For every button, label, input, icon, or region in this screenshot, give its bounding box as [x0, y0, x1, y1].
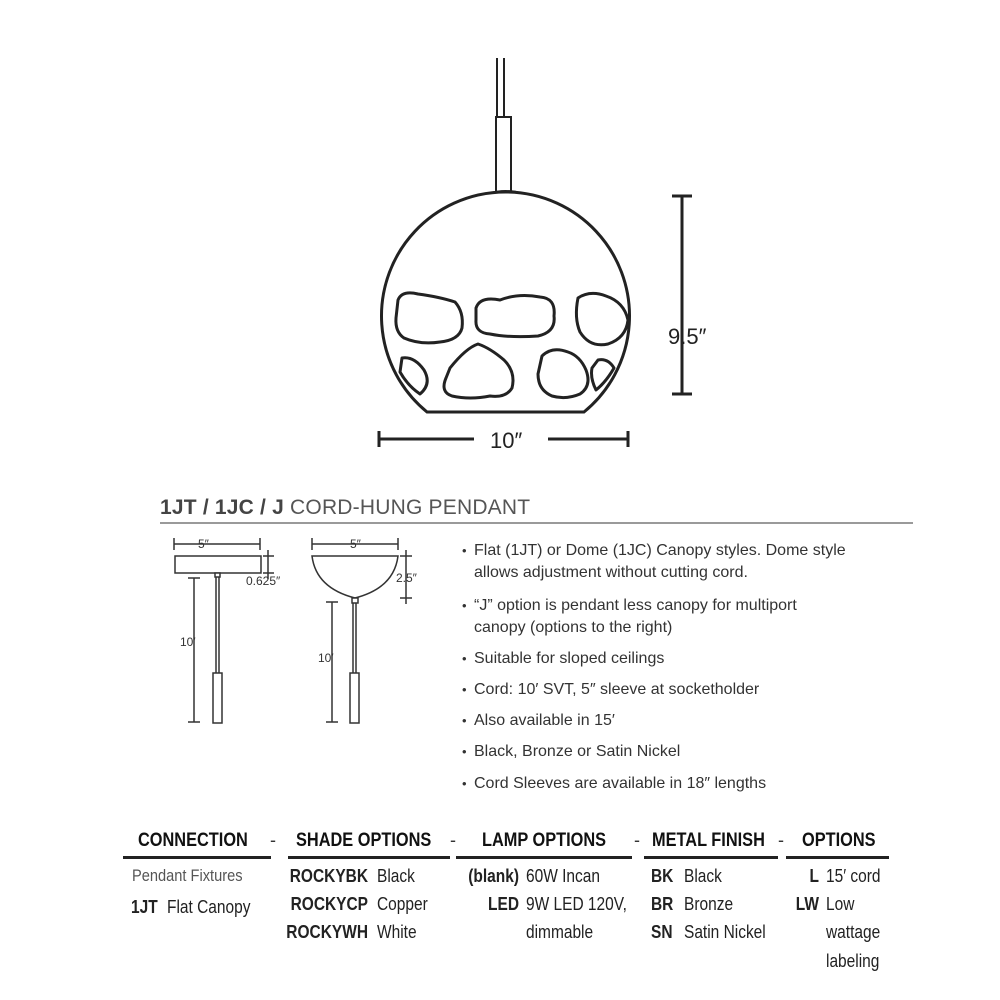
finish-label: Satin Nickel: [684, 922, 766, 942]
title-rule: [160, 522, 913, 524]
section-title: [160, 496, 530, 520]
feature-text: allows adjustment without cutting cord.: [474, 564, 748, 581]
feature-text: Also available in 15′: [474, 712, 615, 729]
finish-code: BR: [651, 894, 674, 914]
cutout: [592, 360, 615, 390]
dome-width-label: 5″: [350, 537, 361, 551]
feature-item: [462, 679, 922, 701]
shade-label: White: [377, 922, 417, 942]
header-options: OPTIONS: [802, 830, 876, 851]
rule-options: [786, 856, 889, 859]
pendant-drawing: [0, 0, 1000, 470]
feature-text: Cord Sleeves are available in 18″ lengths: [474, 775, 767, 792]
finish-code: BK: [651, 866, 674, 886]
connection-subtitle: Pendant Fixtures: [132, 866, 243, 885]
dome-cord-grip: [352, 598, 358, 603]
height-dim-label: 9.5″: [668, 324, 707, 349]
rule-shade: [288, 856, 450, 859]
separator-dash: -: [778, 830, 784, 850]
flat-width-label: 5″: [198, 537, 209, 551]
separator-dash: -: [450, 830, 456, 850]
header-shade-options: SHADE OPTIONS: [296, 830, 432, 851]
flat-cord-grip: [215, 573, 220, 577]
shade-code: ROCKYBK: [289, 866, 368, 886]
cutout: [476, 296, 554, 337]
finish-label: Black: [684, 866, 722, 886]
feature-text: Cord: 10′ SVT, 5″ sleeve at socketholder: [474, 681, 760, 698]
header-metal-finish: METAL FINISH: [652, 830, 765, 851]
option-code: L: [809, 866, 819, 886]
feature-item: [462, 648, 922, 670]
connection-label: Flat Canopy: [167, 897, 251, 917]
feature-text: “J” option is pendant less canopy for multiport: [474, 597, 797, 614]
option-label: Low: [826, 894, 855, 914]
option-label-continued: labeling: [826, 951, 880, 971]
lamp-code: LED: [488, 894, 519, 914]
feature-item: [462, 595, 922, 639]
cord-sleeve: [496, 117, 511, 193]
connection-code: 1JT: [131, 897, 158, 917]
lamp-label: 60W Incan: [526, 866, 601, 886]
shade-code: ROCKYCP: [290, 894, 368, 914]
flat-cord-label: 10′: [180, 635, 196, 649]
rule-lamp: [456, 856, 632, 859]
title-name: CORD-HUNG PENDANT: [290, 496, 531, 519]
shade-label: Black: [377, 866, 415, 886]
option-label: 15′ cord: [826, 866, 881, 886]
flat-canopy-body: [175, 556, 261, 573]
feature-item: [462, 710, 922, 732]
feature-text: Flat (1JT) or Dome (1JC) Canopy styles. Dome style: [474, 542, 846, 559]
cutout: [396, 293, 462, 343]
feature-item: [462, 540, 922, 584]
feature-text: Black, Bronze or Satin Nickel: [474, 743, 681, 760]
canopy-drawings: [150, 530, 450, 740]
rule-connection: [123, 856, 271, 859]
feature-item: [462, 773, 922, 795]
lamp-label: 9W LED 120V,: [526, 894, 627, 914]
dome-canopy-body: [312, 556, 398, 598]
shade-label: Copper: [377, 894, 428, 914]
header-connection: CONNECTION: [138, 830, 248, 851]
feature-text: canopy (options to the right): [474, 619, 673, 636]
dome-sleeve: [350, 673, 359, 723]
feature-item: [462, 741, 922, 763]
feature-text: Suitable for sloped ceilings: [474, 650, 665, 667]
dome-cord-label: 10′: [318, 651, 334, 665]
header-lamp-options: LAMP OPTIONS: [482, 830, 607, 851]
shade-code: ROCKYWH: [286, 922, 368, 942]
title-code: 1JT / 1JC / J: [160, 496, 284, 519]
dome-height-label: 2.5″: [396, 571, 417, 585]
lamp-code: (blank): [468, 866, 519, 886]
finish-label: Bronze: [684, 894, 734, 914]
option-code: LW: [795, 894, 819, 914]
flat-sleeve: [213, 673, 222, 723]
dome-canopy: [312, 538, 412, 723]
option-label-continued: wattage: [826, 922, 881, 942]
flat-canopy: [174, 538, 274, 723]
rule-finish: [644, 856, 778, 859]
lamp-label-continued: dimmable: [526, 922, 594, 942]
flat-height-label: 0.625″: [246, 574, 281, 588]
separator-dash: -: [270, 830, 276, 850]
separator-dash: -: [634, 830, 640, 850]
width-dim-label: 10″: [490, 428, 523, 453]
finish-code: SN: [651, 922, 673, 942]
